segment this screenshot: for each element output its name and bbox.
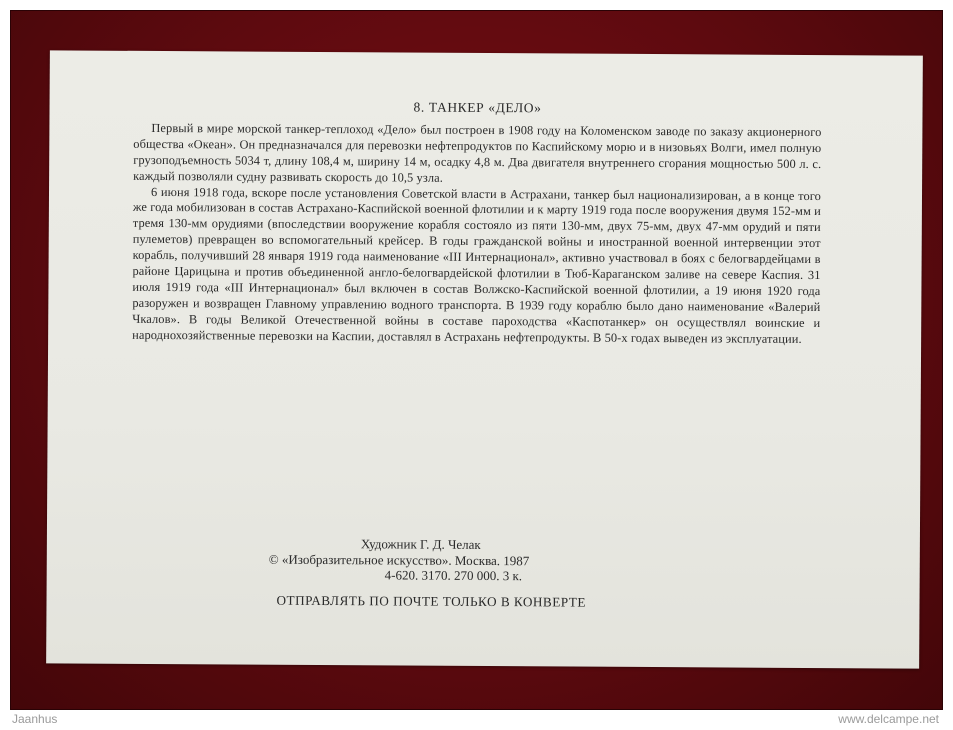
postcard-back: [46, 50, 923, 668]
artist-credit: Художник Г. Д. Челак: [360, 536, 481, 552]
description-block: [132, 98, 821, 348]
watermark-right: www.delcampe.net: [838, 712, 939, 726]
publisher-credit: © «Изобразительное искусство». Москва. 1987: [268, 551, 530, 568]
watermark-left: Jaanhus: [12, 712, 58, 726]
print-code: 4-620. 3170. 270 000. 3 к.: [384, 567, 523, 584]
publication-credits: [269, 536, 530, 584]
paragraph-history-build: Первый в мире морской танкер-теплоход «Дело» был построен в 1908 году на Коломенском заводе по заказу акционерного общества «Океан». Он предназначался для перевозки нефтепродуктов по Каспийскому морю и в низовьях Волги, имел полную грузоподъемность 5034 т, длину 108,4 м, ширину 14 м, осадку 4,8 м. Два двигателя внутреннего сгорания мощностью 500 л. с. каждый позволяли судну развивать скорость до 10,5 узла.: [133, 120, 822, 185]
paragraph-history-service: 6 июня 1918 года, вскоре после установления Советской власти в Астрахани, танкер был национализирован, а в конце того же года мобилизован в состав Астрахано-Каспийской военной флотилии и к марту 1919 года после вооружения двумя 152-мм и тремя 130-мм орудиями (впоследствии вооружение корабля состояло из пяти 130-мм, двух 75-мм, двух 47-мм орудий и пяти пулеметов) превращен во вспомогательный крейсер. В годы гражданской войны и иностранной военной интервенции этот корабль, получивший 28 января 1919 года наименование «III Интернационал», активно участвовал в боях с белогвардейцами в районе Царицына и против объединенной англо-белогвардейской флотилии в Тюб-Караганском заливе на севере Каспия. 31 июля 1919 года «III Интернационал» был включен в состав Волжско-Каспийской военной флотилии, а 19 июня 1920 года разоружен и возвращен Главному управлению водного транспорта. В 1939 году кораблю было дано наименование «Валерий Чкалов». В годы Великой Отечественной войны в составе пароходства «Каспотанкер» он осуществлял воинские и народнохозяйственные перевозки на Каспии, доставлял в Астрахань нефтепродукты. В 50-х годах выведен из эксплуатации.: [132, 184, 822, 346]
mailing-notice: ОТПРАВЛЯТЬ ПО ПОЧТЕ ТОЛЬКО В КОНВЕРТЕ: [276, 592, 586, 610]
card-title: 8. ТАНКЕР «ДЕЛО»: [413, 99, 542, 116]
